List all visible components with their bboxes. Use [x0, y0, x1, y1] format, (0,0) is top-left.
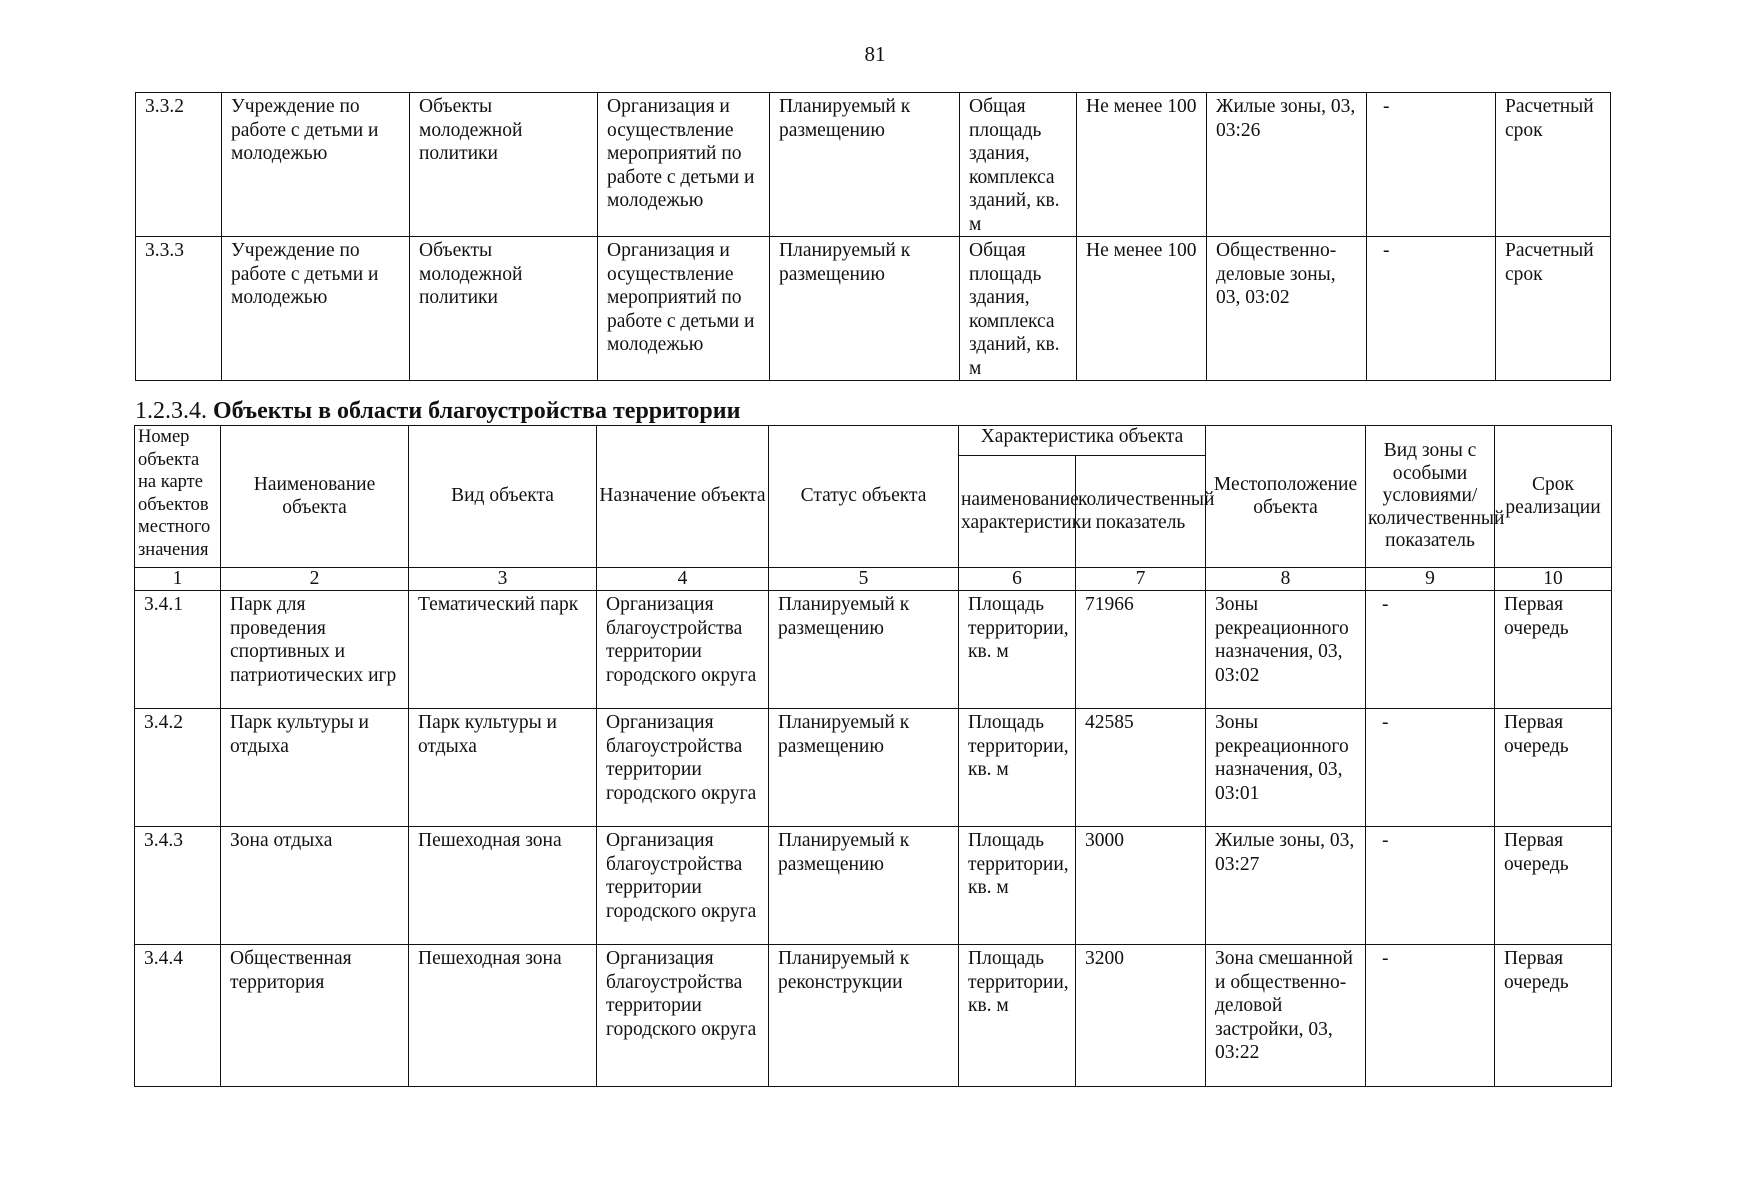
header-number: Номер объекта на карте объектов местного значения — [135, 426, 221, 568]
section-heading — [135, 397, 740, 425]
cell-purpose: Организация благоустройства территории городского округа — [597, 709, 769, 827]
column-number: 6 — [959, 568, 1076, 591]
cell-type: Объекты молодежной политики — [410, 237, 598, 381]
table-row — [135, 709, 1612, 827]
cell-purpose: Организация благоустройства территории городского округа — [597, 827, 769, 945]
header-characteristic: Характеристика объекта — [959, 426, 1206, 456]
cell-term: Первая очередь — [1495, 709, 1612, 827]
cell-type: Объекты молодежной политики — [410, 93, 598, 237]
table-row — [136, 93, 1611, 237]
section-number: 1.2.3.4. — [135, 398, 207, 424]
cell-char-value: Не менее 100 — [1077, 237, 1207, 381]
cell-location: Жилые зоны, 03, 03:27 — [1206, 827, 1366, 945]
cell-type: Тематический парк — [409, 591, 597, 709]
cell-char-name: Площадь территории, кв. м — [959, 827, 1076, 945]
header-zone: Вид зоны с особыми условиями/ количественный показатель — [1366, 426, 1495, 568]
column-number: 5 — [769, 568, 959, 591]
cell-name: Учреждение по работе с детьми и молодежью — [222, 93, 410, 237]
header-purpose: Назначение объекта — [597, 426, 769, 568]
header-location: Местоположение объекта — [1206, 426, 1366, 568]
table-row — [135, 827, 1612, 945]
cell-char-value: Не менее 100 — [1077, 93, 1207, 237]
table-landscaping-objects — [134, 425, 1612, 1087]
cell-char-name: Площадь территории, кв. м — [959, 709, 1076, 827]
cell-status: Планируемый к размещению — [769, 591, 959, 709]
cell-status: Планируемый к размещению — [769, 709, 959, 827]
cell-location: Общественно-деловые зоны, 03, 03:02 — [1207, 237, 1367, 381]
header-status: Статус объекта — [769, 426, 959, 568]
cell-purpose: Организация благоустройства территории городского округа — [597, 945, 769, 1087]
cell-char-name: Общая площадь здания, комплекса зданий, кв. м — [960, 237, 1077, 381]
cell-location: Зона смешанной и общественно-деловой застройки, 03, 03:22 — [1206, 945, 1366, 1087]
header-row — [135, 426, 1612, 456]
cell-type: Пешеходная зона — [409, 945, 597, 1087]
cell-zone: - — [1366, 827, 1495, 945]
cell-status: Планируемый к размещению — [769, 827, 959, 945]
cell-number: 3.3.2 — [136, 93, 222, 237]
cell-term: Первая очередь — [1495, 827, 1612, 945]
cell-purpose: Организация и осуществление мероприятий по работе с детьми и молодежью — [598, 237, 770, 381]
cell-number: 3.4.4 — [135, 945, 221, 1087]
cell-number: 3.3.3 — [136, 237, 222, 381]
cell-name: Учреждение по работе с детьми и молодежью — [222, 237, 410, 381]
cell-term: Расчетный срок — [1496, 93, 1611, 237]
cell-number: 3.4.3 — [135, 827, 221, 945]
cell-location: Жилые зоны, 03, 03:26 — [1207, 93, 1367, 237]
cell-status: Планируемый к реконструкции — [769, 945, 959, 1087]
column-number: 1 — [135, 568, 221, 591]
header-char-value: количественный показатель — [1076, 456, 1206, 568]
cell-zone: - — [1366, 709, 1495, 827]
cell-term: Расчетный срок — [1496, 237, 1611, 381]
cell-zone: - — [1366, 945, 1495, 1087]
cell-char-value: 3200 — [1076, 945, 1206, 1087]
cell-zone: - — [1367, 93, 1496, 237]
cell-type: Парк культуры и отдыха — [409, 709, 597, 827]
page-number: 81 — [864, 42, 886, 66]
cell-char-name: Площадь территории, кв. м — [959, 591, 1076, 709]
column-number-row — [135, 568, 1612, 591]
cell-purpose: Организация и осуществление мероприятий по работе с детьми и молодежью — [598, 93, 770, 237]
cell-char-value: 3000 — [1076, 827, 1206, 945]
cell-status: Планируемый к размещению — [770, 93, 960, 237]
cell-location: Зоны рекреационного назначения, 03, 03:02 — [1206, 591, 1366, 709]
cell-char-name: Площадь территории, кв. м — [959, 945, 1076, 1087]
header-term: Срок реализации — [1495, 426, 1612, 568]
table-row — [135, 591, 1612, 709]
cell-name: Парк для проведения спортивных и патриотических игр — [221, 591, 409, 709]
table-row — [135, 945, 1612, 1087]
column-number: 3 — [409, 568, 597, 591]
cell-zone: - — [1367, 237, 1496, 381]
section-title: Объекты в области благоустройства территории — [213, 398, 741, 424]
cell-type: Пешеходная зона — [409, 827, 597, 945]
column-number: 4 — [597, 568, 769, 591]
header-type: Вид объекта — [409, 426, 597, 568]
cell-location: Зоны рекреационного назначения, 03, 03:01 — [1206, 709, 1366, 827]
cell-number: 3.4.2 — [135, 709, 221, 827]
table-row — [136, 237, 1611, 381]
cell-term: Первая очередь — [1495, 591, 1612, 709]
cell-number: 3.4.1 — [135, 591, 221, 709]
cell-name: Парк культуры и отдыха — [221, 709, 409, 827]
header-name: Наименование объекта — [221, 426, 409, 568]
cell-zone: - — [1366, 591, 1495, 709]
cell-char-value: 42585 — [1076, 709, 1206, 827]
cell-name: Зона отдыха — [221, 827, 409, 945]
cell-term: Первая очередь — [1495, 945, 1612, 1087]
column-number: 7 — [1076, 568, 1206, 591]
cell-status: Планируемый к размещению — [770, 237, 960, 381]
header-char-name: наименование характеристики — [959, 456, 1076, 568]
table-continued — [135, 92, 1611, 381]
cell-name: Общественная территория — [221, 945, 409, 1087]
column-number: 9 — [1366, 568, 1495, 591]
column-number: 10 — [1495, 568, 1612, 591]
cell-char-name: Общая площадь здания, комплекса зданий, кв. м — [960, 93, 1077, 237]
column-number: 8 — [1206, 568, 1366, 591]
cell-purpose: Организация благоустройства территории городского округа — [597, 591, 769, 709]
cell-char-value: 71966 — [1076, 591, 1206, 709]
column-number: 2 — [221, 568, 409, 591]
